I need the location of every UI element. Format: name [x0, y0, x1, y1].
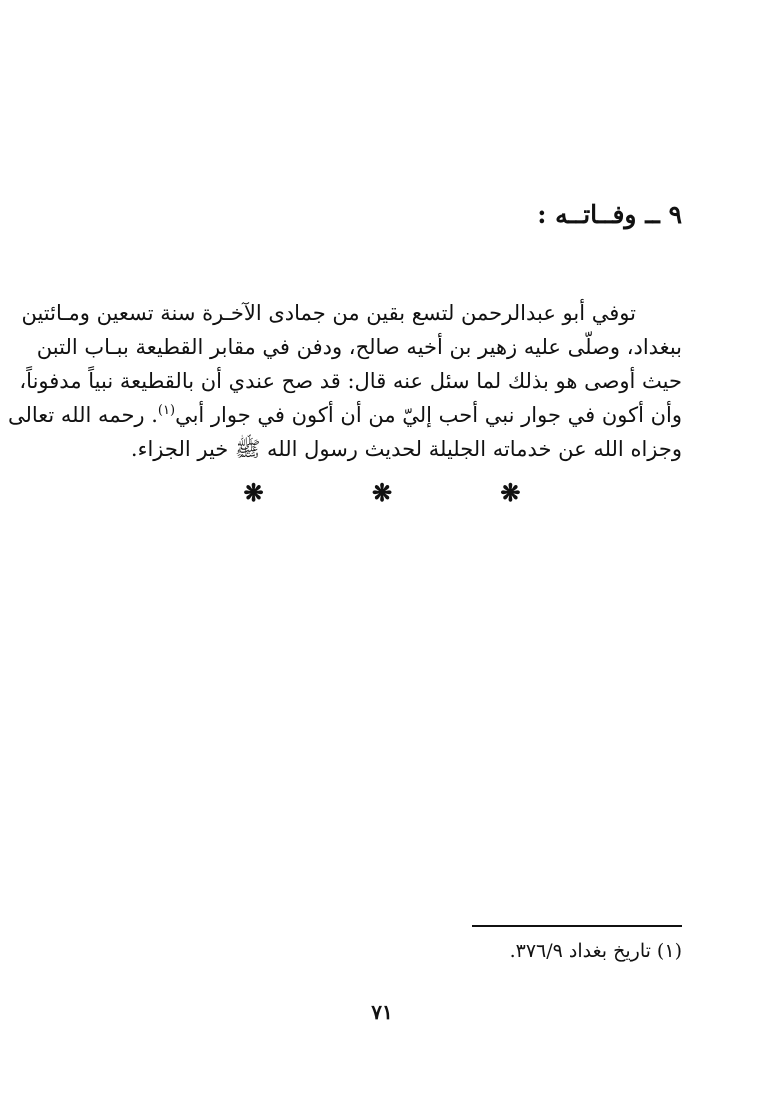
section-title: وفــاتــه : [537, 200, 637, 229]
paragraph-line-3: حيث أوصى هو بذلك لما سئل عنه قال: قد صح عندي أن بالقطيعة نبياً مدفوناً، [19, 369, 682, 393]
section-heading [537, 200, 682, 229]
asterism-icon: ❋ [371, 478, 393, 507]
paragraph-line-5: وجزاه الله عن خدماته الجليلة لحديث رسول الله ﷺ خير الجزاء. [130, 437, 682, 461]
asterism-icon: ❋ [500, 478, 521, 507]
paragraph-line-4 [7, 398, 682, 432]
asterism-icon: ❋ [243, 478, 264, 507]
footnote-separator [472, 925, 682, 927]
body-paragraph [7, 296, 682, 466]
footnote: (١) تاريخ بغداد ٣٧٦/٩. [509, 940, 682, 962]
page-number: ٧١ [371, 1000, 393, 1024]
footnote-reference: (١) [157, 403, 176, 418]
paragraph-line-4-text: وأن أكون في جوار نبي أحب إليّ من أن أكون في جوار أبي [175, 403, 682, 427]
section-divider-ornaments [0, 478, 764, 507]
paragraph-line-4-tail: . رحمه الله تعالى [7, 403, 158, 427]
section-dash: ــ [645, 200, 660, 229]
paragraph-line-2: ببغداد، وصلّى عليه زهير بن أخيه صالح، ودفن في مقابر القطيعة ببـاب التبن [36, 335, 682, 359]
section-number: ٩ [668, 200, 682, 229]
paragraph-line-1: توفي أبو عبدالرحمن لتسع بقين من جمادى الآخـرة سنة تسعين ومـائتين [21, 301, 636, 325]
